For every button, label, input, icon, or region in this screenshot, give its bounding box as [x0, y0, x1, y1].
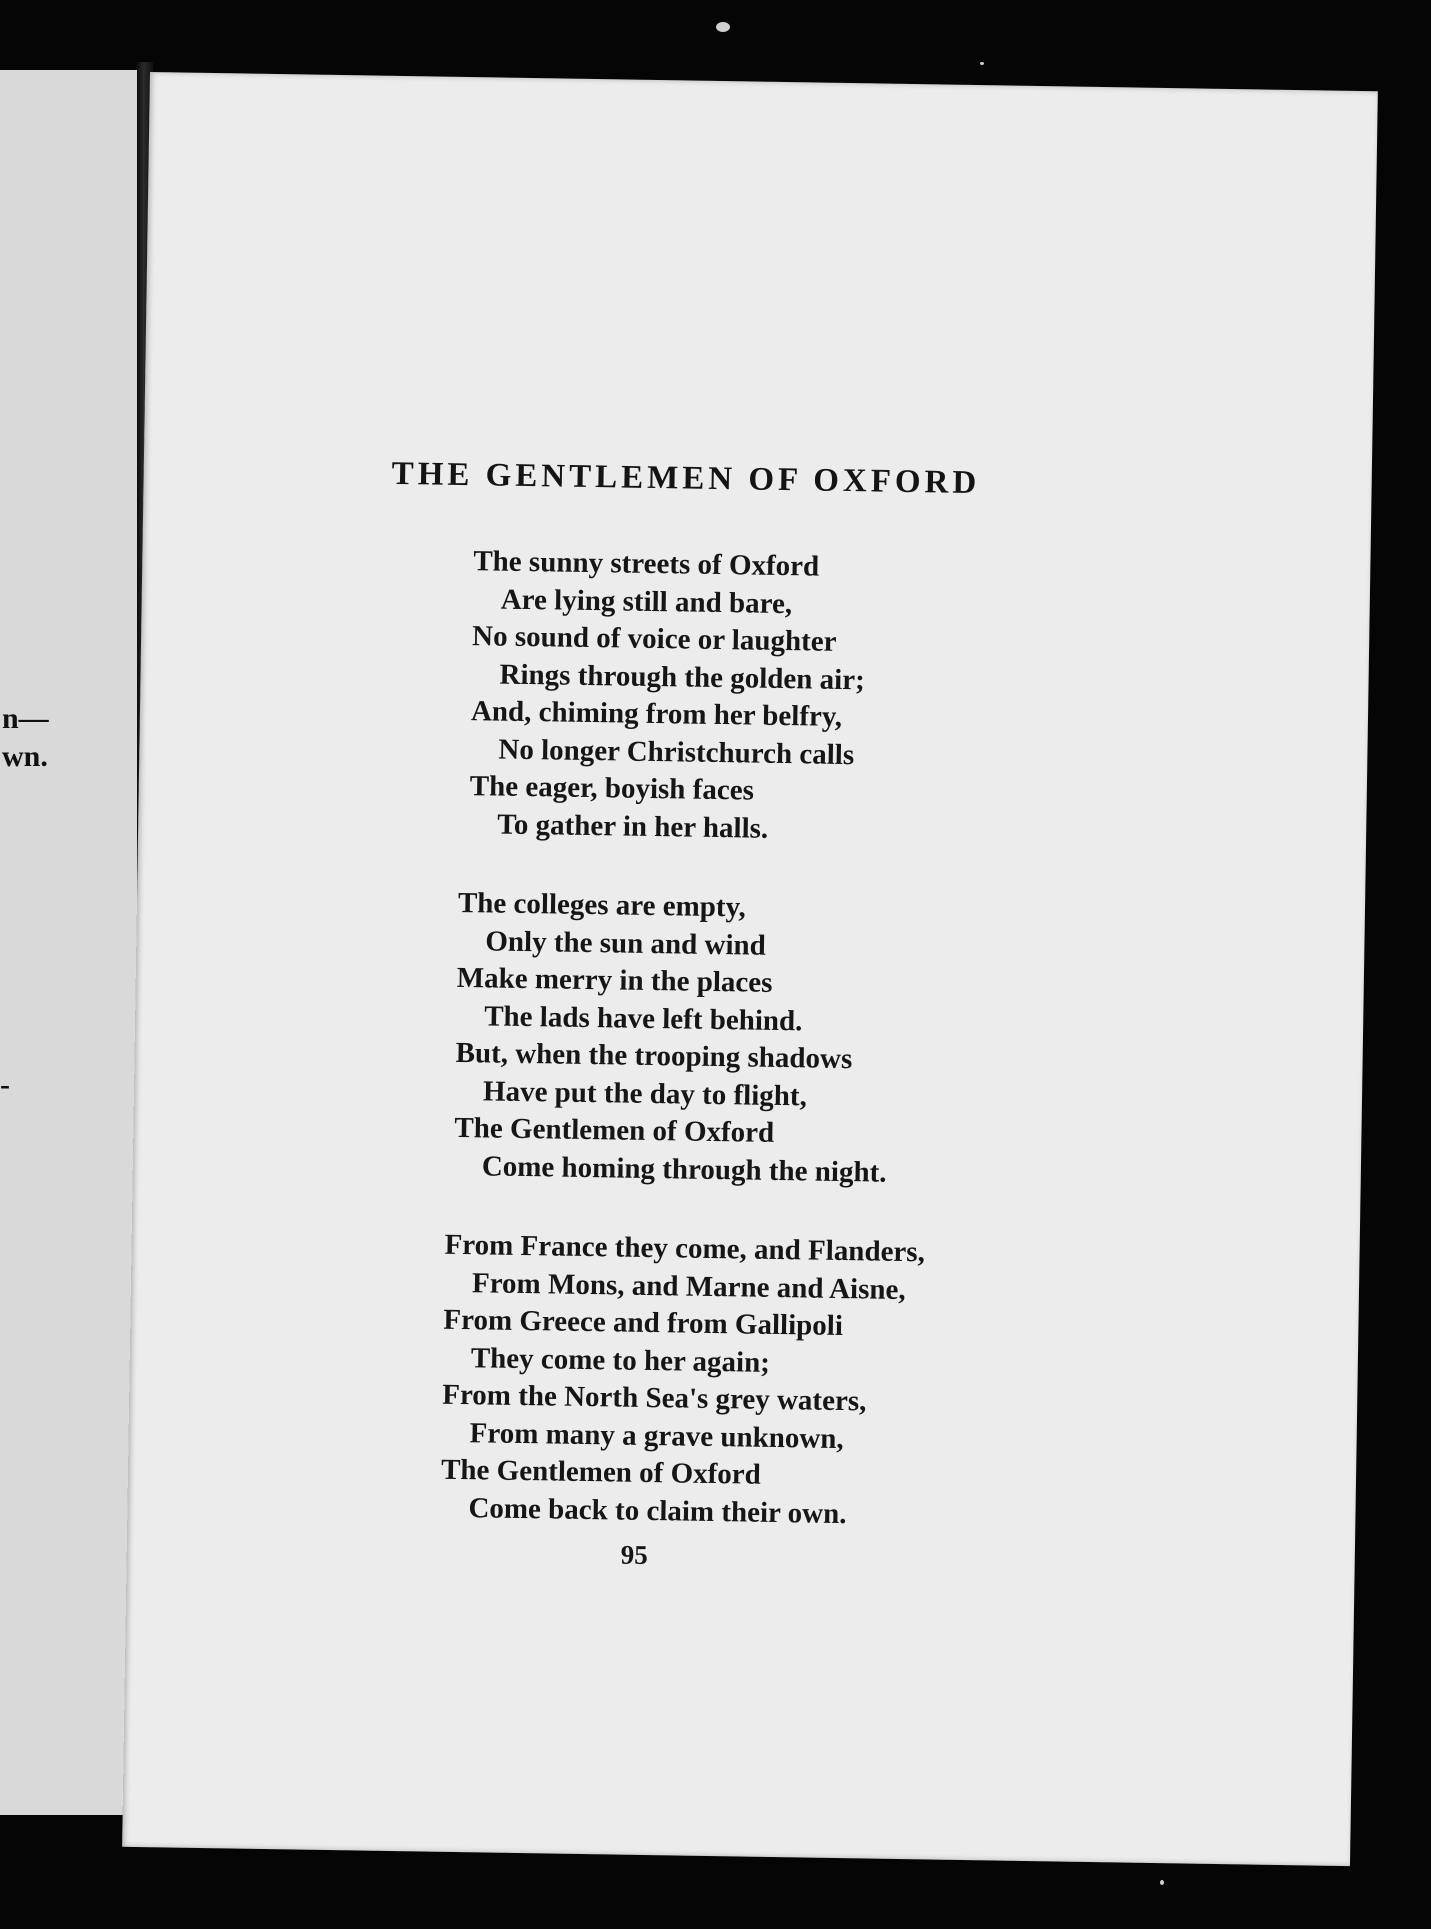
poem-line: Rings through the golden air;	[499, 658, 866, 696]
poem-line: But, when the trooping shadows	[455, 1036, 853, 1076]
poem-line: The lads have left behind.	[483, 999, 803, 1037]
scan-speck	[1160, 1880, 1164, 1885]
poem-line: The eager, boyish faces	[469, 770, 755, 807]
poem-line: The Gentlemen of Oxford	[440, 1453, 762, 1491]
poem-line: They come to her again;	[470, 1341, 771, 1379]
poem-line: Are lying still and bare,	[500, 583, 793, 620]
scan-speck	[980, 62, 984, 65]
scan-speck	[716, 22, 730, 32]
poem-line: No longer Christchurch calls	[498, 733, 855, 771]
poem-line: To gather in her halls.	[496, 808, 769, 845]
poem-line: No sound of voice or laughter	[471, 620, 837, 658]
poem-line: The colleges are empty,	[457, 886, 746, 924]
poem-line: Make merry in the places	[456, 961, 773, 999]
poem-line: From many a grave unknown,	[469, 1416, 844, 1455]
left-page-fragment: n—	[2, 702, 49, 735]
poem-line: And, chiming from her belfry,	[470, 695, 843, 733]
poem-line: The sunny streets of Oxford	[473, 545, 820, 583]
poem-line: Have put the day to flight,	[482, 1074, 808, 1112]
left-facing-page	[0, 70, 141, 1815]
poem-stanza-2	[454, 885, 891, 1192]
left-page-fragment: -	[0, 1068, 10, 1101]
book-page	[122, 72, 1378, 1866]
poem-line: Only the sun and wind	[485, 924, 767, 962]
poem-line: Come homing through the night.	[481, 1149, 887, 1189]
left-page-fragment: wn.	[2, 740, 48, 773]
poem-line: From Greece and from Gallipoli	[443, 1303, 844, 1343]
poem-line: From the North Sea's grey waters,	[442, 1378, 867, 1418]
page-number: 95	[620, 1539, 649, 1570]
poem-line: From France they come, and Flanders,	[444, 1228, 926, 1269]
poem-line: The Gentlemen of Oxford	[454, 1111, 775, 1149]
poem-line: From Mons, and Marne and Aisne,	[471, 1266, 906, 1306]
poem-title: THE GENTLEMEN OF OXFORD	[391, 455, 981, 502]
poem-line: Come back to claim their own.	[468, 1491, 847, 1530]
poem-stanza-3	[440, 1227, 925, 1535]
poem-stanza-1	[469, 543, 867, 849]
